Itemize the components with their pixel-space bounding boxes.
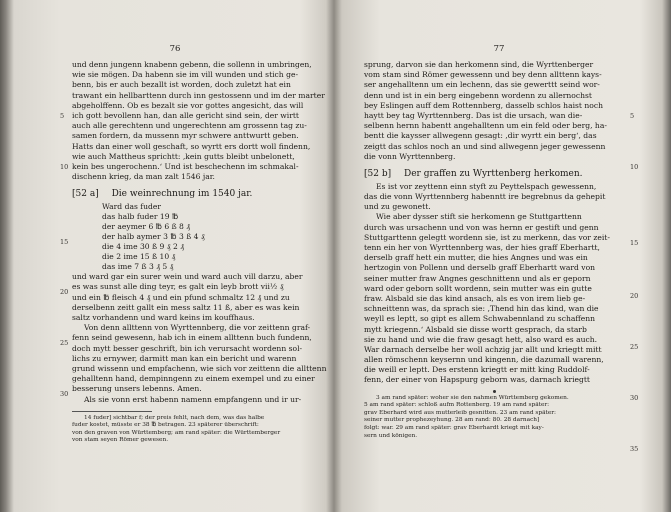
line-number: 35 — [630, 445, 639, 453]
text-line: zeigtt das schlos noch an und sind allwegenn jeger gewessenn — [364, 141, 606, 151]
footnote-line: 3 am rand später: woher sie den nahmen Württemberg gekomen. — [376, 394, 569, 401]
text-line: selbenn hernn habentt angehalltenn um ein feld oder berg, ha- — [364, 121, 607, 131]
text-line: Hatts dan einer woll geschaft, so wyrtt ers dortt woll findenn, — [72, 141, 311, 151]
footnotes — [72, 415, 322, 445]
line-number: 30 — [60, 390, 69, 398]
line-number: 5 — [60, 112, 65, 120]
footnotes — [364, 395, 624, 441]
section-tag: [52 b] — [364, 168, 392, 179]
footnote-line: 5 am rand später: schloß aufm Rottenberg. 19 am rand später: — [364, 402, 550, 409]
text-line: fraw. Alsbald sie das kind ansach, als es von irem lieb ge- — [364, 293, 586, 303]
footnote-line: seiner mutter prophezeyhung. 28 am rand: 80. 28 darnach] — [364, 417, 540, 424]
line-number: 10 — [60, 163, 69, 171]
text-line: seiner mutter fraw Angnes geschnittenn und als er geporn — [364, 273, 591, 283]
page-number: 76 — [169, 44, 181, 54]
text-line: benn, bis er auch bezallt ist worden, doch zuletzt hat ein — [72, 80, 291, 90]
line-number: 30 — [630, 394, 639, 402]
text-line: Ward das fuder — [102, 202, 161, 212]
text-line: Wie aber dysser stift sie herkomenn ge Stuttgarttenn — [376, 212, 582, 222]
text-line: derselb graff hett ein mutter, die hies Angnes und was ein — [364, 253, 588, 263]
text-line: hertzogin von Pollenn und derselb graff Eberhartt ward von — [364, 263, 596, 273]
text-line: samen fordern, da mussenn myr schwere anttwurtt geben. — [72, 131, 299, 141]
text-line: abgeholffenn. Ob es bezalt sie vor gottes angesicht, das will — [72, 100, 304, 110]
line-number: 20 — [630, 292, 639, 300]
text-line: die 4 ime 30 ß 9 ₰ 2 ₰ — [102, 242, 185, 252]
text-line: die vonn Wyrttennberg. — [364, 151, 456, 161]
text-line: wie auch Mattheus sprichtt: ‚kein gutts bleibt unbelonett, — [72, 151, 295, 161]
line-number: 5 — [630, 112, 635, 120]
price-list — [72, 202, 322, 272]
text-line: Von denn allttenn von Wyrttennberg, die vor zeittenn graf- — [84, 323, 311, 333]
text-line: tenn ein her von Wyrttennberg was, der hies graff Eberhartt, — [364, 243, 600, 252]
text-block — [364, 182, 624, 386]
line-number: 25 — [60, 339, 69, 347]
text-line: mytt kriegenn.‘ Alsbald sie disse wortt gesprach, da starb — [364, 324, 587, 334]
footnote-line: 14 fuder] sichtbar f; der preis fehlt, nach dem, was das halbe — [84, 414, 265, 421]
text-line: das die vonn Wyrttennberg habenntt ire begrebnus da gehepit — [364, 192, 606, 202]
text-line: dischenn krieg, da man zalt 1546 jar. — [72, 172, 215, 182]
text-line: besserung unsers lebenns. Amen. — [72, 384, 202, 394]
text-line: allen römschenn keysernn und kingenn, die dazumall warenn, — [364, 355, 604, 365]
right-page — [342, 0, 656, 512]
text-line: lichs zu ernywer, darmitt man kan ein bericht und warenn — [72, 353, 297, 363]
text-line: bey Eslingen auff dem Rottennberg, dasselb schlos haist noch — [364, 100, 603, 110]
text-line: gehalltenn hand, dempinngenn zu einem exempel und zu einer — [72, 374, 315, 384]
text-line: derselbenn zeitt gallt ein mess saltz 11 ß, aber es was kein — [72, 302, 300, 312]
text-line: Als sie vonn erst habenn namenn empfangenn und ir ur- — [84, 394, 302, 404]
text-line: War darnach derselbe her woll achzig jar allt und kriegtt mitt — [364, 344, 602, 354]
text-line: schneittenn was, da sprach sie: ‚Thend hin das kind, wan die — [364, 304, 599, 314]
text-line: sprung, darvon sie dan herkomenn sind, die Wyrttenberger — [364, 60, 594, 69]
text-line: grund wissenn und empfachenn, wie sich vor zeittenn die allttenn — [72, 363, 327, 373]
text-line: trawant ein hellbarttenn durch inn gestossenn und im der marter — [72, 90, 325, 100]
section-tag: [52 a] — [72, 189, 99, 200]
section-title: Der graffen zu Wyrttenberg herkomen. — [403, 168, 583, 179]
page-number: 77 — [493, 44, 505, 54]
text-line: saltz vorhandenn und ward keins im kouffhaus. — [72, 313, 255, 322]
text-line: das halb fuder 19 ℔ — [102, 212, 179, 222]
text-line: fenn, der einer von Hapspurg geborn was, darnach kriegtt — [364, 375, 590, 385]
line-number: 10 — [630, 163, 639, 171]
line-number: 25 — [630, 343, 639, 351]
text-block — [364, 60, 624, 162]
page-body — [72, 60, 327, 445]
left-page — [16, 0, 334, 512]
text-block — [72, 60, 325, 182]
footnote-rule — [72, 411, 152, 412]
text-block — [72, 272, 327, 404]
text-line: und ward gar ein surer wein und ward auch vill darzu, aber — [72, 272, 303, 282]
text-line: ward oder geborn sollt wordenn, sein mutter was ein gutte — [364, 283, 592, 293]
line-number: 15 — [630, 239, 639, 247]
footnote-line: von stam seyen Römer gewesen. — [72, 437, 169, 444]
text-line: fenn seind gewesenn, hab ich in einem allttenn buch fundenn, — [72, 333, 312, 343]
text-line: und zu gewonett. — [364, 202, 431, 212]
text-line: ser angehalltenn um ein lechenn, das sie gewerttt seind wor- — [364, 80, 600, 90]
text-line: auch alle gerechtenn und ungerechtenn am grossenn tag zu- — [72, 121, 307, 131]
text-line: weyll es leptt, so gipt es allem Schwabennland zu schaffenn — [364, 314, 596, 324]
separator-dot — [493, 390, 496, 393]
footnote-line: sern und königen. — [364, 432, 418, 439]
text-line: bentt die kaysser allwegenn gesagt: ‚dir wyrtt ein berg‘, das — [364, 131, 597, 141]
text-line: kein bes ungerochenn.‘ Und ist beschechenn im schmakal- — [72, 161, 299, 171]
text-line: wie sie mögen. Da habenn sie im vill wunden und stich ge- — [72, 70, 299, 80]
footnote-line: von den graven von Württemberg; am rand später: die Württemberger — [72, 429, 281, 436]
footnote-line: folgt: war. 29 am rand später: grav Eberhardt kriegt mit kay- — [364, 425, 544, 431]
text-line: und ein ℔ fleisch 4 ₰ und ein pfund schmaltz 12 ₰ und zu — [72, 292, 290, 302]
text-line: die 2 ime 15 ß 10 ₰ — [102, 252, 176, 262]
text-line: ich gott bevollenn han, dan alle gericht sind sein, der wirtt — [72, 110, 299, 120]
line-number: 15 — [60, 238, 69, 246]
text-line: der halb aymer 3 ℔ 3 ß 4 ₰ — [102, 232, 205, 242]
page-body — [364, 60, 624, 440]
text-line: denn und ist in ein berg eingebenn wordenn zu allernochst — [364, 90, 592, 100]
text-line: der aeymer 6 ℔ 6 ß 8 ₰ — [102, 222, 191, 232]
text-line: das ime 7 ß 3 ₰ 5 ₰ — [102, 262, 174, 272]
text-line: doch mytt besser geschrift, bin ich verursacht wordenn sol- — [72, 343, 303, 353]
text-line: durch was ursachenn und von was hernn er gestift und genn — [364, 222, 599, 232]
footnote-line: fuder kostet, müsste er 38 ℔ betragen. 23 späterer überschrift: — [72, 422, 259, 429]
text-line: es was sunst alle ding teyr, es galt ein leyb brott vii½ ₰ — [72, 282, 284, 292]
section-title: Die weinrechnung im 1540 jar. — [111, 189, 253, 200]
text-line: die weill er leptt. Des erstenn kriegtt er mitt king Ruddolf- — [364, 365, 590, 375]
text-line: haytt bey tag Wyrttennberg. Das ist die ursach, wan die- — [364, 110, 583, 120]
section-heading — [364, 168, 624, 180]
section-heading — [72, 188, 322, 200]
line-number: 20 — [60, 288, 69, 296]
text-line: vom stam sind Römer gewessenn und bey denn allttenn kays- — [364, 70, 602, 80]
text-line: Stuttgarttenn gelegtt wordenn sie, ist zu merkenn, das vor zeit- — [364, 232, 610, 242]
text-line: sie zu hand und wie die fraw gesagt hett, also ward es auch. — [364, 334, 598, 344]
text-line: und denn jungenn knabenn gebenn, die sollenn in umbringen, — [72, 60, 312, 69]
footnote-line: grav Eberhard wird aus mutterleib gesnitten. 23 am rand später: — [364, 409, 557, 416]
text-line: Es ist vor zeyttenn einn styft zu Peyttelspach gewessenn, — [376, 181, 597, 191]
